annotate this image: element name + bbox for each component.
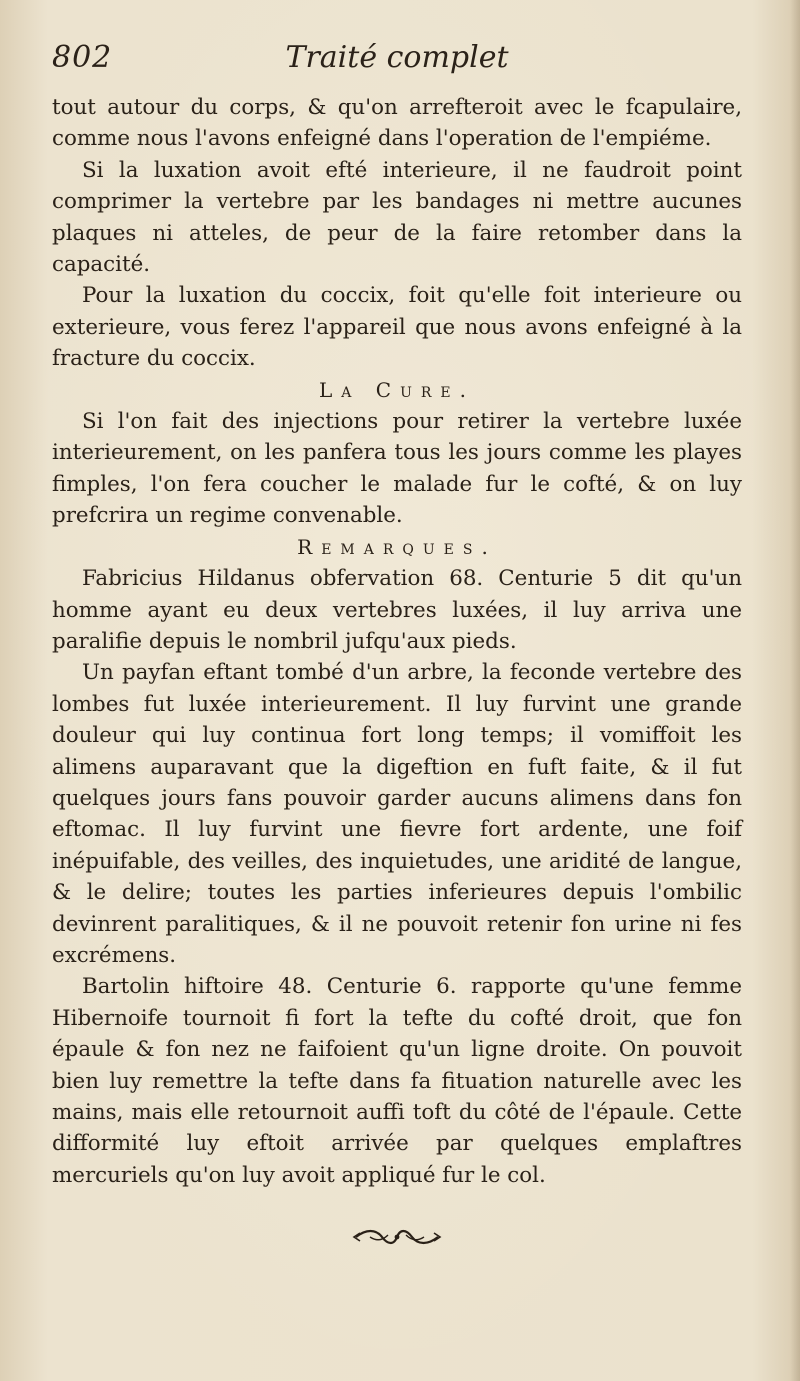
- paragraph-coccyx: Pour la luxation du coccix, foit qu'elle foit interieure ou exterieure, vous ferez l'appareil que nous avons enfeigné à la fracture du coccix.: [52, 283, 742, 372]
- paragraph-paysan: Un payfan eftant tombé d'un arbre, la feconde vertebre des lombes fut luxée interieurement. Il luy furvint une grande douleur qui luy continua fort long temps; il vomiffoit les alimens auparavant que la digeftion en fuft faite, & il fut quelques jours fans pouvoir garder aucuns alimens dans fon eftomac. Il luy furvint une fievre fort ardente, une foif inépuifable, des veilles, des inquietudes, une aridité de langue, & le delire; toutes les parties inferieures depuis l'ombilic devinrent paralitiques, & il ne pouvoit retenir fon urine ni fes excrémens.: [52, 660, 742, 968]
- running-title: Traité complet: [285, 40, 509, 75]
- paragraph-cure: Si l'on fait des injections pour retirer la vertebre luxée interieurement, on les panfera tous les jours comme les playes fimples, l'on fera coucher le malade fur le cofté, & on luy prefcrira un regime convenable.: [52, 409, 742, 529]
- body-text: [52, 92, 742, 1191]
- page-number: 802: [52, 40, 113, 75]
- paragraph-fabricius: Fabricius Hildanus obfervation 68. Centurie 5 dit qu'un homme ayant eu deux vertebres luxées, il luy arriva une paralifie depuis le nombril jufqu'aux pieds.: [52, 566, 742, 654]
- page-edge-shadow: [790, 0, 800, 1381]
- paragraph-continuation: tout autour du corps, & qu'on arrefteroit avec le fcapulaire, comme nous l'avons enfeigné dans l'operation de l'empiéme.: [52, 95, 742, 152]
- section-heading-remarques: Remarques.: [297, 534, 497, 559]
- printer-ornament-icon: [352, 1225, 442, 1249]
- section-heading-cure: La Cure.: [319, 377, 475, 402]
- paragraph-bartolin: Bartolin hiftoire 48. Centurie 6. rapporte qu'une femme Hibernoife tournoit fi fort la tefte du cofté droit, que fon épaule & fon nez ne faifoient qu'un ligne droite. On pouvoit bien luy remettre la tefte dans fa fituation naturelle avec les mains, mais elle retournoit auffi toft du côté de l'épaule. Cette difformité luy eftoit arrivée par quelques emplaftres mercuriels qu'on luy avoit appliqué fur le col.: [52, 974, 742, 1188]
- paragraph-interior-luxation: Si la luxation avoit efté interieure, il ne faudroit point comprimer la vertebre par les bandages ni mettre aucunes plaques ni atteles, de peur de la faire retomber dans la capacité.: [52, 157, 742, 278]
- page-header: [52, 36, 742, 92]
- tailpiece-ornament: [52, 1225, 742, 1249]
